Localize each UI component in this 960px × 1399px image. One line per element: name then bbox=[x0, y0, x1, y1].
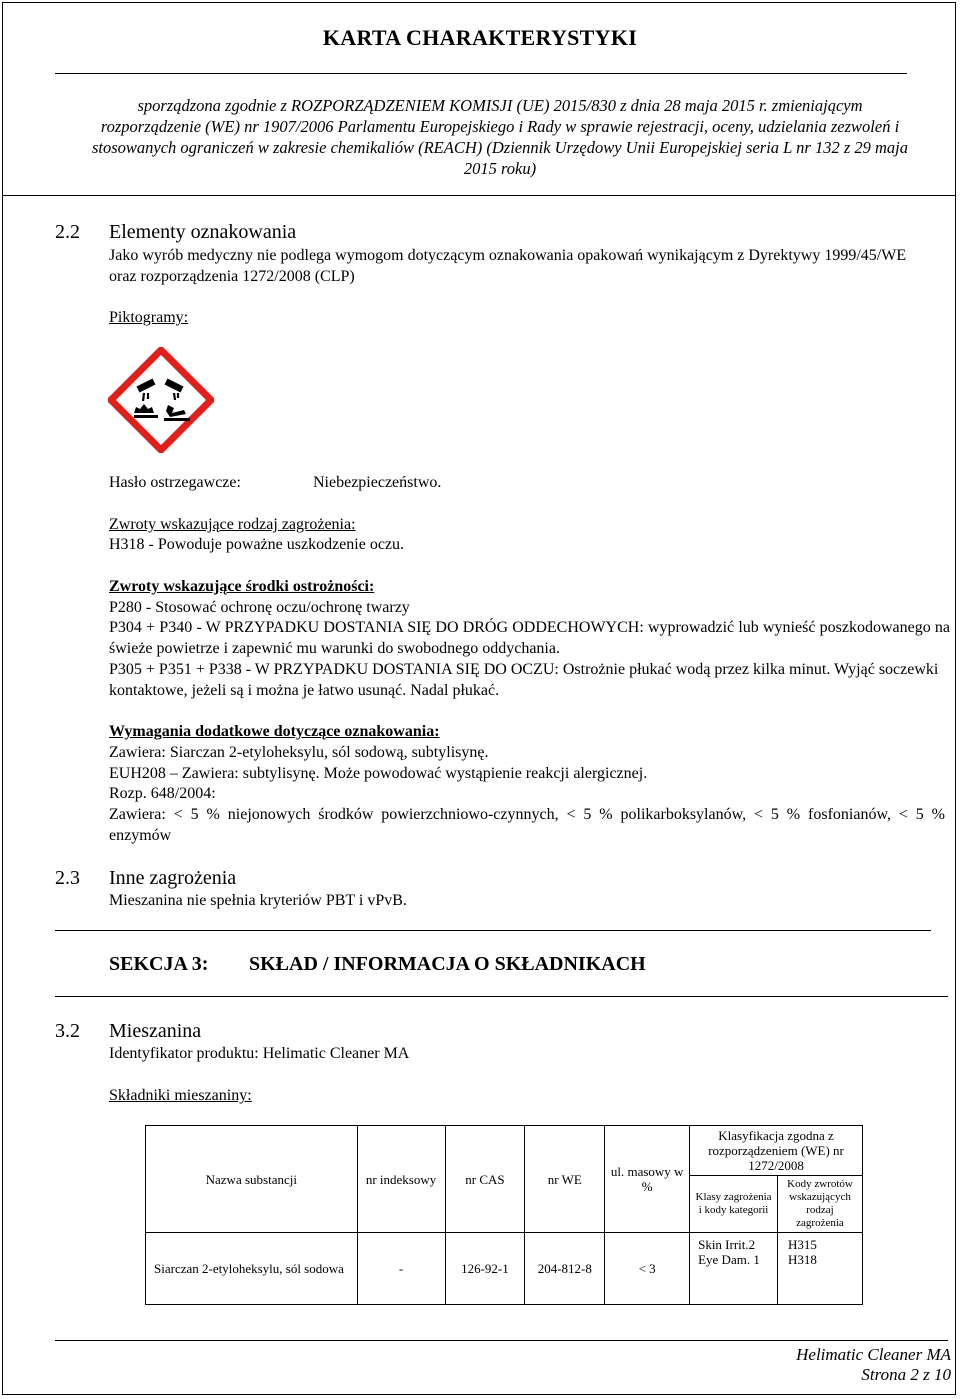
cell-index: - bbox=[357, 1233, 445, 1305]
section3-label: SEKCJA 3: bbox=[109, 953, 209, 975]
header-bottom-divider bbox=[2, 195, 956, 196]
pictograms-label: Piktogramy: bbox=[109, 309, 189, 326]
cell-hazard-classes bbox=[690, 1233, 778, 1305]
footer-product: Helimatic Cleaner MA bbox=[796, 1345, 951, 1364]
contains-text: Zawiera: Siarczan 2-etyloheksylu, sól sodową, subtylisynę. bbox=[109, 744, 489, 761]
other-hazards-text: Mieszanina nie spełnia kryteriów PBT i vPvB. bbox=[109, 892, 407, 909]
section-number: 2.3 bbox=[55, 867, 80, 889]
header-index: nr indeksowy bbox=[357, 1126, 445, 1233]
section3-title: SKŁAD / INFORMACJA O SKŁADNIKACH bbox=[249, 953, 646, 975]
hazard-class: Skin Irrit.2 bbox=[698, 1237, 756, 1252]
hazard-statements-heading: Zwroty wskazujące rodzaj zagrożenia: bbox=[109, 516, 356, 533]
header-hazard-codes: Kody zwrotów wskazujących rodzaj zagrożenia bbox=[777, 1176, 862, 1233]
hazard-class: Eye Dam. 1 bbox=[698, 1252, 760, 1267]
table-header-row bbox=[146, 1126, 863, 1176]
components-label: Składniki mieszaniny: bbox=[109, 1087, 252, 1104]
section-title: Elementy oznakowania bbox=[109, 221, 297, 243]
header-mass: ul. masowy w % bbox=[605, 1126, 690, 1233]
euh208-text: EUH208 – Zawiera: subtylisynę. Może powodować wystąpienie reakcji alergicznej. bbox=[109, 765, 648, 782]
footer-page-number: Strona 2 z 10 bbox=[861, 1365, 951, 1384]
section-number: 3.2 bbox=[55, 1020, 80, 1042]
precautionary-p305: P305 + P351 + P338 - W PRZYPADKU DOSTANIA SIĘ DO OCZU: Ostrożnie płukać wodą przez kilka minut. Wyjąć soczewki kontaktowe, jeżeli są i można je łatwo usunąć. Nadal płukać. bbox=[109, 661, 939, 699]
section-number: 2.2 bbox=[55, 221, 80, 243]
subtitle-line: stosowanych ograniczeń w zakresie chemikaliów (REACH) (Dziennik Urzędowy Unii Europejskiej seria L nr 132 z 29 maja bbox=[91, 138, 909, 157]
additional-labeling-heading: Wymagania dodatkowe dotyczące oznakowania: bbox=[109, 723, 440, 740]
signal-word-value: Niebezpieczeństwo. bbox=[313, 474, 442, 491]
subtitle-line: 2015 roku) bbox=[463, 159, 537, 178]
header-hazard-classes: Klasy zagrożenia i kody kategorii bbox=[690, 1176, 778, 1233]
section-divider bbox=[55, 930, 931, 931]
precautionary-p280: P280 - Stosować ochronę oczu/ochronę twarzy bbox=[109, 599, 410, 616]
document-title: KARTA CHARAKTERYSTYKI bbox=[322, 25, 638, 50]
hazard-code: H318 bbox=[787, 1252, 817, 1267]
header-classification: Klasyfikacja zgodna z rozporządzeniem (WE) nr 1272/2008 bbox=[690, 1126, 863, 1176]
cell-hazard-codes bbox=[777, 1233, 862, 1305]
table-row bbox=[146, 1233, 863, 1305]
components-table bbox=[145, 1125, 863, 1305]
header-cas: nr CAS bbox=[445, 1126, 525, 1233]
hazard-code: H315 bbox=[787, 1237, 817, 1252]
precautionary-heading: Zwroty wskazujące środki ostrożności: bbox=[109, 578, 375, 595]
header-name: Nazwa substancji bbox=[146, 1126, 358, 1233]
cell-name: Siarczan 2-etyloheksylu, sól sodowa bbox=[146, 1233, 358, 1305]
section-title: Inne zagrożenia bbox=[109, 867, 237, 889]
labeling-intro: Jako wyrób medyczny nie podlega wymogom dotyczącym oznakowania opakowań wynikającym z Dyrektywy 1999/45/WE oraz rozporządzenia 1272/2008 (CLP) bbox=[109, 247, 907, 285]
regulation-648-label: Rozp. 648/2004: bbox=[109, 785, 216, 802]
section-title: Mieszanina bbox=[109, 1020, 202, 1042]
subtitle-line: rozporządzenie (WE) nr 1907/2006 Parlamentu Europejskiego i Rady w sprawie rejestracji, oceny, udzielania zezwoleń i bbox=[100, 117, 900, 136]
header-divider bbox=[55, 73, 907, 74]
cell-cas: 126-92-1 bbox=[445, 1233, 525, 1305]
regulation-subtitle bbox=[40, 95, 960, 179]
header-we: nr WE bbox=[525, 1126, 605, 1233]
hazard-statement: H318 - Powoduje poważne uszkodzenie oczu. bbox=[109, 536, 405, 553]
cell-we: 204-812-8 bbox=[525, 1233, 605, 1305]
subtitle-line: sporządzona zgodnie z ROZPORZĄDZENIEM KOMISJI (UE) 2015/830 z dnia 28 maja 2015 r. zmieniającym bbox=[137, 96, 863, 115]
ghs05-corrosion-icon bbox=[108, 347, 214, 453]
precautionary-p304: P304 + P340 - W PRZYPADKU DOSTANIA SIĘ DO DRÓG ODDECHOWYCH: wyprowadzić lub wynieść poszkodowanego na świeże powietrze i zapewnić mu warunki do swobodnego oddychania. bbox=[109, 619, 950, 657]
cell-mass: < 3 bbox=[605, 1233, 690, 1305]
signal-word-label: Hasło ostrzegawcze: bbox=[109, 474, 241, 491]
footer-divider bbox=[55, 1340, 948, 1341]
product-identifier: Identyfikator produktu: Helimatic Cleaner MA bbox=[109, 1045, 410, 1062]
section-divider bbox=[55, 996, 948, 997]
detergent-contents: Zawiera: < 5 % niejonowych środków powierzchniowo-czynnych, < 5 % polikarboksylanów, < 5 % fosfonianów, < 5 % enzymów bbox=[109, 806, 945, 844]
